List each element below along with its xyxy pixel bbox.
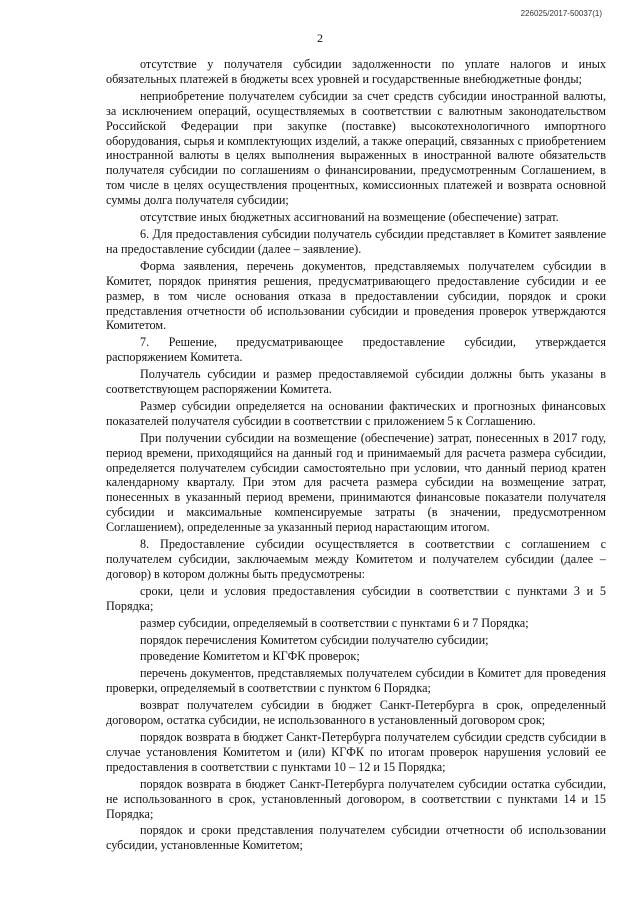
document-body — [106, 57, 606, 855]
paragraph-item-7: 7. Решение, предусматривающее предоставление субсидии, утверждается распоряжением Комитета. — [106, 335, 606, 365]
paragraph-no-foreign-currency: неприобретение получателем субсидии за счет средств субсидии иностранной валюты, за исключением операций, осуществляемых в соответствии с валютным законодательством Российской Федерации при закупке (поставке) высокотехнологичного импортного оборудования, сырья и комплектующих изделий, а также операций, связанных с приобретением иностранной валюты в целях выполнения выраженных в иностранной валюте обязательств получателя субсидии по соглашениям о финансировании, предусмотренным Соглашением, в том числе в целях осуществления процентных, комиссионных платежей и возврата основной суммы долга получателя субсидии; — [106, 88, 606, 208]
paragraph-2017-period: При получении субсидии на возмещение (обеспечение) затрат, понесенных в 2017 году, период времени, приходящийся на данный год и принимаемый для расчета размера субсидии, определяется получателем субсидии самостоятельно при условии, что данный период кратен календарному кварталу. При этом для расчета размера субсидии на возмещение затрат, понесенных в указанный период времени, принимаются финансовые показатели получателя субсидии и максимальные компенсируемые затраты (в значении, предусмотренном Соглашением), определенные за указанный период нарастающим итогом. — [106, 430, 606, 535]
list-item-return-unused: порядок возврата в бюджет Санкт-Петербурга получателем субсидии остатка субсидии, не использованного в срок, установленный договором, в соответствии с пунктами 14 и 15 Порядка; — [106, 776, 606, 821]
paragraph-application-form: Форма заявления, перечень документов, представляемых получателем субсидии в Комитет, порядок принятия решения, предусматривающего предоставление субсидии и ее размер, в том числе основания отказа в предоставлении субсидии, порядок и сроки представления отчетности об использовании субсидии и проведения проверок утверждаются Комитетом. — [106, 258, 606, 333]
list-item-documents: перечень документов, представляемых получателем субсидии в Комитет для проведения проверки, определяемый в соответствии с пунктом 6 Порядка; — [106, 666, 606, 696]
paragraph-recipient-named: Получатель субсидии и размер предоставляемой субсидии должны быть указаны в соответствующем распоряжении Комитета. — [106, 367, 606, 397]
paragraph-no-tax-debt: отсутствие у получателя субсидии задолженности по уплате налогов и иных обязательных платежей в бюджеты всех уровней и государственные внебюджетные фонды; — [106, 57, 606, 86]
paragraph-no-other-allocations: отсутствие иных бюджетных ассигнований на возмещение (обеспечение) затрат. — [140, 210, 559, 225]
list-item-reporting: порядок и сроки представления получателем субсидии отчетности об использовании субсидии, установленные Комитетом; — [106, 823, 606, 853]
list-item-return-violations: порядок возврата в бюджет Санкт-Петербурга получателем субсидии средств субсидии в случае установления Комитетом и (или) КГФК по итогам проверок нарушения условий ее предоставления в соответствии с пунктами 10 – 12 и 15 Порядка; — [106, 729, 606, 774]
list-item-terms: сроки, цели и условия предоставления субсидии в соответствии с пунктами 3 и 5 Порядка; — [106, 583, 606, 613]
list-item-inspections: проведение Комитетом и КГФК проверок; — [140, 649, 360, 664]
paragraph-item-8: 8. Предоставление субсидии осуществляется в соответствии с соглашением с получателем субсидии, заключаемым между Комитетом и получателем субсидии (далее – договор) в котором должны быть предусмотрены: — [106, 537, 606, 581]
list-item-transfer: порядок перечисления Комитетом субсидии получателю субсидии; — [140, 632, 489, 647]
document-number: 226025/2017-50037(1) — [520, 9, 602, 18]
list-item-size: размер субсидии, определяемый в соответствии с пунктами 6 и 7 Порядка; — [140, 615, 529, 630]
paragraph-subsidy-size: Размер субсидии определяется на основании фактических и прогнозных финансовых показателей получателя субсидии в соответствии с приложением 5 к Соглашению. — [106, 398, 606, 428]
list-item-return-balance: возврат получателем субсидии в бюджет Санкт-Петербурга в срок, определенный договором, остатка субсидии, не использованного в установленный договором срок; — [106, 698, 606, 728]
paragraph-item-6: 6. Для предоставления субсидии получатель субсидии представляет в Комитет заявление на предоставление субсидии (далее – заявление). — [106, 226, 606, 256]
page-number: 2 — [317, 31, 323, 45]
